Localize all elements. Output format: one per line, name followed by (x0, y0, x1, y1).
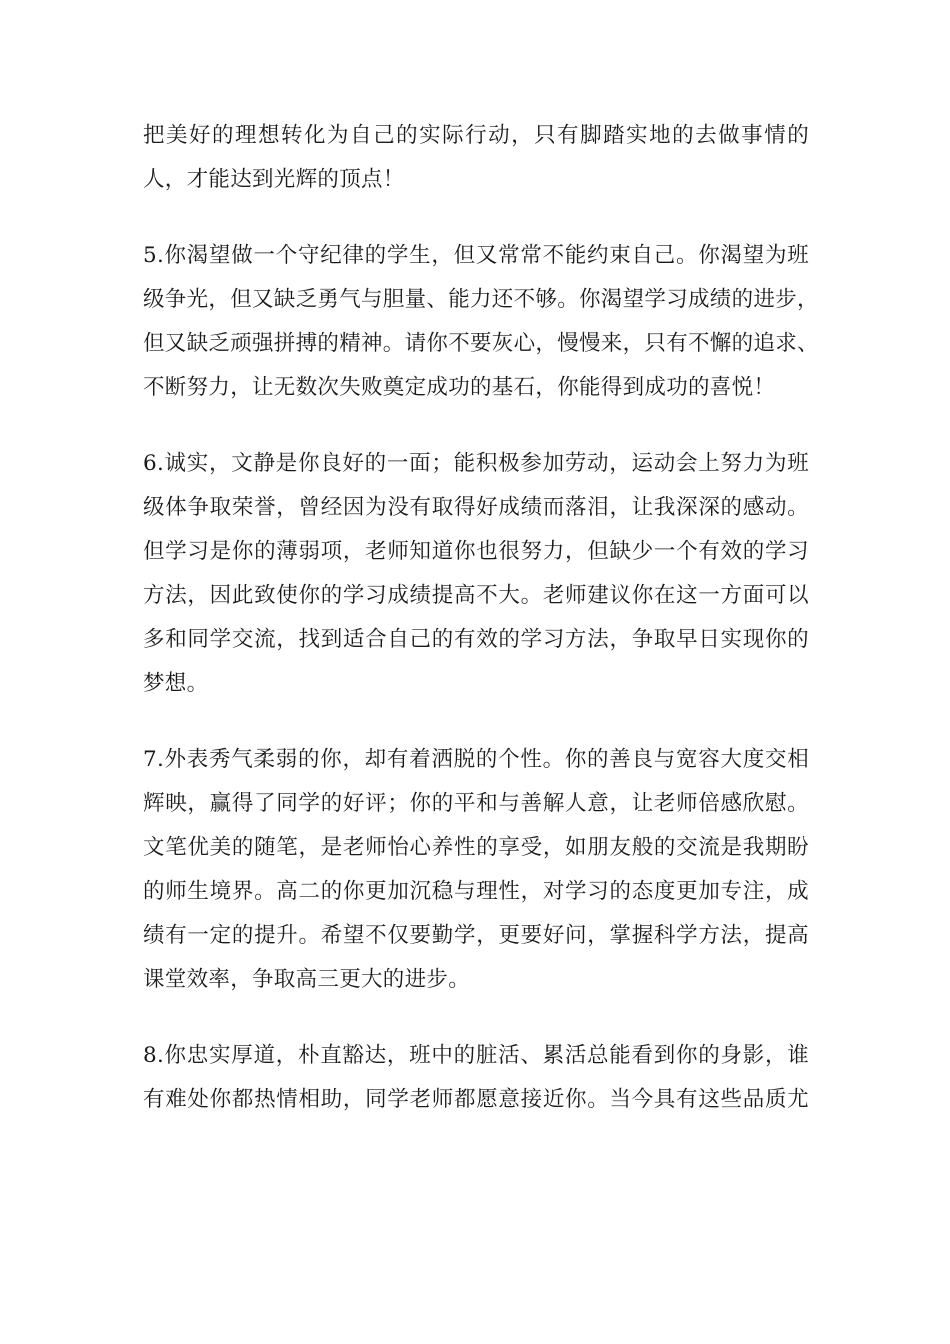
text-line: 的师生境界。高二的你更加沉稳与理性，对学习的态度更加专注，成 (143, 879, 809, 904)
paragraph-gap (143, 202, 809, 234)
text-line: 人，才能达到光辉的顶点！ (143, 167, 405, 192)
text-line: 7.外表秀气柔弱的你，却有着洒脱的个性。你的善良与宽容大度交相 (143, 747, 809, 772)
text-line: 有难处你都热情相助，同学老师都愿意接近你。当今具有这些品质尤 (143, 1087, 809, 1112)
text-line: 不断努力，让无数次失败奠定成功的基石，你能得到成功的喜悦！ (143, 375, 776, 400)
text-line: 课堂效率，争取高三更大的进步。 (143, 967, 471, 992)
paragraph-comment-7 (143, 738, 809, 1002)
text-line: 辉映，赢得了同学的好评；你的平和与善解人意，让老师倍感欣慰。 (143, 791, 809, 816)
text-line: 绩有一定的提升。希望不仅要勤学，更要好问，掌握科学方法，提高 (143, 923, 809, 948)
text-line: 级体争取荣誉，曾经因为没有取得好成绩而落泪，让我深深的感动。 (143, 495, 809, 520)
paragraph-gap (143, 1002, 809, 1034)
text-line: 梦想。 (143, 671, 209, 696)
text-line: 级争光，但又缺乏勇气与胆量、能力还不够。你渴望学习成绩的进步， (143, 287, 819, 312)
text-line: 8.你忠实厚道，朴直豁达，班中的脏活、累活总能看到你的身影，谁 (143, 1043, 809, 1068)
text-line: 把美好的理想转化为自己的实际行动，只有脚踏实地的去做事情的 (143, 123, 809, 148)
text-line: 方法，因此致使你的学习成绩提高不大。老师建议你在这一方面可以 (143, 583, 809, 608)
paragraph-gap (143, 706, 809, 738)
document-page (143, 114, 819, 1122)
text-line: 6.诚实，文静是你良好的一面；能积极参加劳动，运动会上努力为班 (143, 451, 809, 476)
paragraph-gap (143, 410, 809, 442)
paragraph-comment-6 (143, 442, 809, 706)
text-line: 文笔优美的随笔，是老师怡心养性的享受，如朋友般的交流是我期盼 (143, 835, 809, 860)
text-line: 但又缺乏顽强拼搏的精神。请你不要灰心，慢慢来，只有不懈的追求、 (143, 331, 819, 356)
text-line: 但学习是你的薄弱项，老师知道你也很努力，但缺少一个有效的学习 (143, 539, 809, 564)
text-line: 5.你渴望做一个守纪律的学生，但又常常不能约束自己。你渴望为班 (143, 243, 809, 268)
paragraph-comment-5 (143, 234, 819, 410)
paragraph-intro (143, 114, 809, 202)
text-line: 多和同学交流，找到适合自己的有效的学习方法，争取早日实现你的 (143, 627, 809, 652)
paragraph-comment-8 (143, 1034, 809, 1122)
